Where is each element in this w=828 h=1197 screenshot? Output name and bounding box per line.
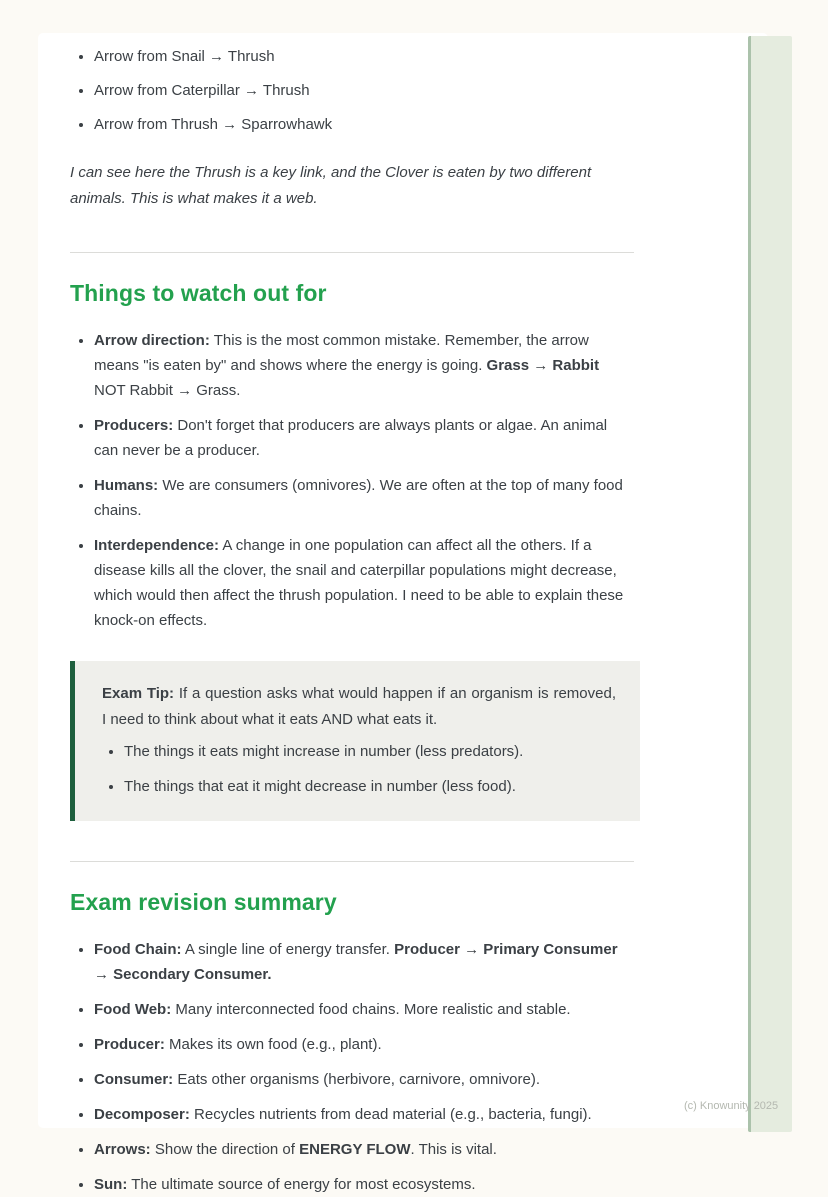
watermark-text: (c) Knowunity 2025 bbox=[684, 1100, 779, 1112]
list-item: • Sun: The ultimate source of energy for most ecosystems. bbox=[94, 1172, 634, 1197]
summary-list bbox=[70, 937, 634, 1197]
list-item: • Producer: Makes its own food (e.g., plant). bbox=[94, 1032, 634, 1057]
list-item: • Producers: Don't forget that producers are always plants or algae. An animal can never be a producer. bbox=[94, 413, 634, 463]
list-item: • Food Web: Many interconnected food chains. More realistic and stable. bbox=[94, 997, 634, 1022]
page-content bbox=[70, 33, 634, 1197]
section-heading-summary: Exam revision summary bbox=[70, 889, 337, 915]
list-item: • Arrow direction: This is the most common mistake. Remember, the arrow means "is eaten by" and shows where the energy is going. Grass → Rabbit NOT Rabbit → Grass. bbox=[94, 328, 634, 403]
list-item: • Consumer: Eats other organisms (herbivore, carnivore, omnivore). bbox=[94, 1067, 634, 1092]
section-heading-watch-out: Things to watch out for bbox=[70, 280, 327, 306]
list-item: • Food Chain: A single line of energy transfer. Producer → Primary Consumer → Secondary Consumer. bbox=[94, 937, 634, 987]
page-edge-strip bbox=[748, 36, 792, 1132]
list-item: • Interdependence: A change in one population can affect all the others. If a disease kills all the clover, the snail and caterpillar populations might decrease, which would then affect the thrush population. I need to be able to explain these knock-on effects. bbox=[94, 533, 634, 633]
list-item: • Arrow from Thrush → Sparrowhawk bbox=[94, 112, 634, 137]
list-item: • Humans: We are consumers (omnivores). We are often at the top of many food chains. bbox=[94, 473, 634, 523]
list-item: • The things it eats might increase in number (less predators). bbox=[124, 739, 616, 764]
list-item: • Arrow from Snail → Thrush bbox=[94, 44, 634, 69]
observation-note: I can see here the Thrush is a key link, and the Clover is eaten by two different animals. This is what makes it a web. bbox=[70, 164, 592, 207]
list-item: • Arrows: Show the direction of ENERGY FLOW. This is vital. bbox=[94, 1137, 634, 1162]
exam-tip-callout bbox=[70, 661, 640, 821]
exam-tip-text: Exam Tip: If a question asks what would happen if an organism is removed, I need to think about what it eats AND what eats it. bbox=[102, 685, 616, 728]
section-divider bbox=[70, 252, 634, 253]
document-page bbox=[38, 33, 768, 1193]
arrow-example-list bbox=[70, 44, 634, 137]
section-divider bbox=[70, 861, 634, 862]
list-item: • Decomposer: Recycles nutrients from dead material (e.g., bacteria, fungi). bbox=[94, 1102, 634, 1127]
watch-out-list bbox=[70, 328, 634, 633]
list-item: • The things that eat it might decrease in number (less food). bbox=[124, 774, 616, 799]
list-item: • Arrow from Caterpillar → Thrush bbox=[94, 78, 634, 103]
exam-tip-list bbox=[102, 739, 616, 799]
